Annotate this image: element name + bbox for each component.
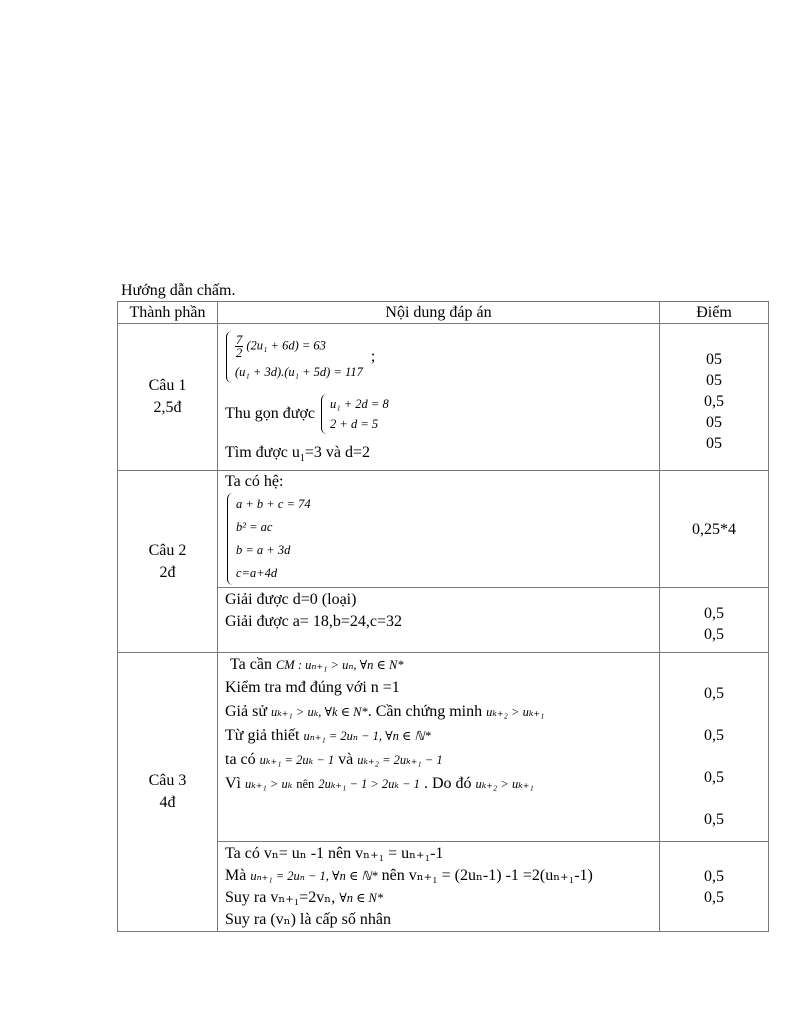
- semicolon: ;: [370, 348, 376, 365]
- question-1-row: [118, 324, 769, 471]
- question-2-label: Câu 2: [148, 541, 187, 559]
- table-header-row: [118, 302, 769, 324]
- header-answer-content: Nội dung đáp án: [218, 302, 660, 324]
- simplify-label: Thu gọn được: [225, 405, 316, 422]
- question-2-intro: Ta có hệ:: [225, 473, 284, 491]
- question-3-scores-bottom: 0,5 0,5: [660, 842, 769, 932]
- header-score: Điểm: [660, 302, 769, 324]
- question-3-row-a: [118, 653, 769, 842]
- question-1-label-cell: [118, 324, 218, 471]
- fraction-seven-halves: $\frac{7}{2}$: [236, 333, 243, 360]
- question-3-points: 4đ: [159, 794, 176, 812]
- brace-icon: [226, 331, 232, 383]
- question-1-label: Câu 1: [148, 377, 187, 395]
- question-3-label: Câu 3: [148, 772, 187, 790]
- question-3-conclusion: Ta có vₙ= uₙ -1 nên vₙ₊₁ = uₙ₊₁-1 Mà uₙ₊₁ = 2uₙ − 1, ∀n ∈ ℕ* nên vₙ₊₁ = (2uₙ-1) -1 =2(uₙ₊₁-1) Suy ra vₙ₊₁=2vₙ, ∀n ∈ N* Suy ra (vₙ) là cấp số nhân: [218, 842, 660, 932]
- question-1-points: 2,5đ: [153, 399, 182, 417]
- brace-icon: [227, 493, 233, 585]
- grading-table: [117, 301, 769, 932]
- question-2-label-cell: [118, 471, 218, 653]
- question-1-content: [218, 324, 660, 471]
- question-3-proof: Ta cần CM : uₙ₊₁ > uₙ, ∀n ∈ N* Kiểm tra mđ đúng với n =1 Giả sử uₖ₊₁ > uₖ, ∀k ∈ N*. Cần chứng minh uₖ₊₂ > uₖ₊₁ Từ giả thiết uₙ₊₁ = 2uₙ − 1, ∀n ∈ ℕ* ta có uₖ₊₁ = 2uₖ − 1 và uₖ₊₂ = 2uₖ₊₁ − 1 Vì uₖ₊₁ > uₖ nên 2uₖ₊₁ − 1 > 2uₖ − 1 . Do đó uₖ₊₂ > uₖ₊₁: [218, 653, 660, 842]
- question-2-points: 2đ: [159, 563, 176, 581]
- grading-guide-heading: Hướng dẫn chấm.: [121, 282, 236, 299]
- question-3-label-cell: [118, 653, 218, 932]
- question-2-system: a + b + c = 74 b² = ac b = a + 3d c=a+4d: [227, 493, 311, 585]
- question-2-row-a: [118, 471, 769, 588]
- question-2-system-content: [218, 471, 660, 588]
- question-1-result: Tìm được $u_1=3$ và d=2: [225, 444, 371, 465]
- question-1-system: $\frac{7}{2}$ (2u₁ + 6d) = 63 (u₁ + 3d).(u₁ + 5d) = 117: [226, 331, 363, 383]
- simplified-system: u₁ + 2d = 8 2 + d = 5: [321, 394, 389, 434]
- question-1-scores: 05 05 0,5 05 05: [660, 324, 769, 471]
- question-2-score-top: 0,25*4: [660, 471, 769, 588]
- question-2-solution: Giải được d=0 (loại) Giải được a= 18,b=24,c=32: [218, 588, 660, 653]
- header-component: Thành phần: [118, 302, 218, 324]
- question-2-scores-bottom: 0,5 0,5: [660, 588, 769, 653]
- brace-icon: [321, 394, 327, 434]
- question-3-scores-top: 0,5 0,5 0,5 0,5: [660, 653, 769, 842]
